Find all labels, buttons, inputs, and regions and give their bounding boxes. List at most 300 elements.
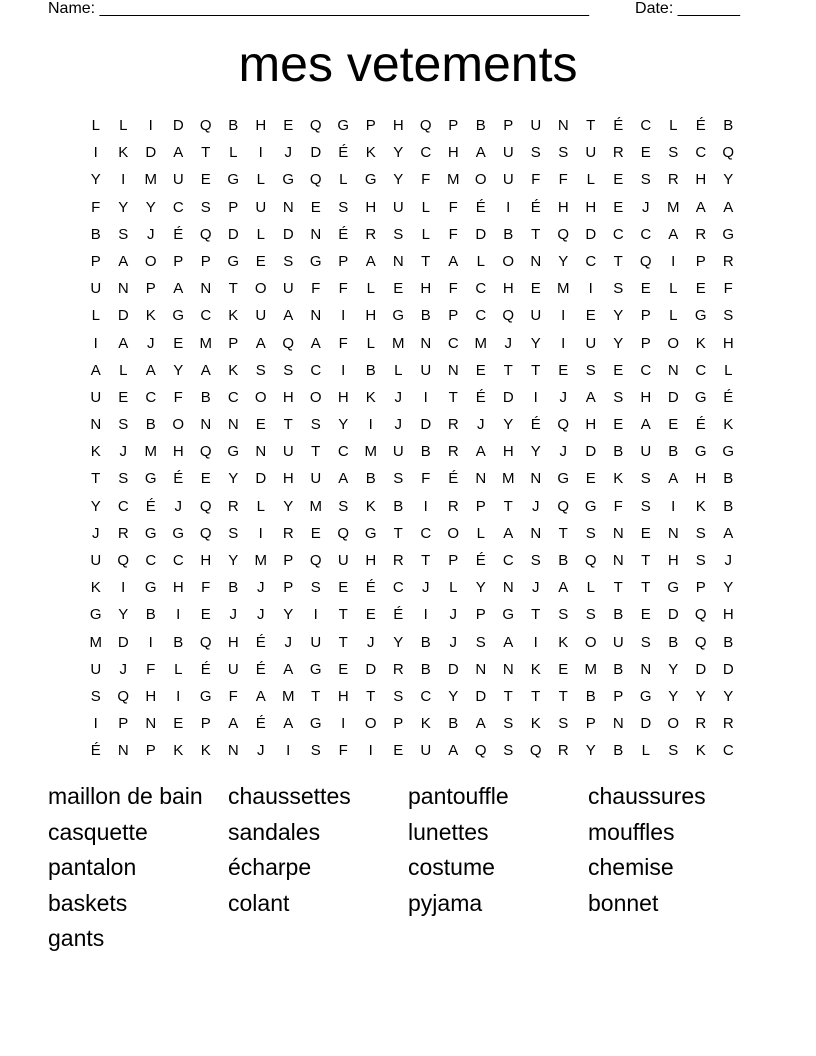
- grid-letter: D: [145, 144, 157, 162]
- grid-letter: S: [723, 307, 734, 325]
- grid-letter: A: [90, 361, 101, 379]
- grid-letter: G: [89, 606, 102, 624]
- grid-letter: J: [257, 606, 265, 624]
- grid-letter: L: [91, 307, 100, 325]
- grid-letter: C: [145, 388, 157, 406]
- grid-row: [82, 629, 742, 656]
- grid-letter: B: [365, 470, 376, 488]
- grid-letter: Q: [694, 606, 707, 624]
- grid-letter: U: [90, 388, 102, 406]
- grid-letter: S: [475, 633, 486, 651]
- grid-letter: B: [558, 552, 569, 569]
- grid-letter: P: [448, 552, 459, 569]
- grid-letter: E: [200, 470, 211, 488]
- grid-letter: T: [531, 225, 541, 243]
- grid-letter: É: [530, 416, 541, 434]
- grid-letter: O: [667, 715, 680, 733]
- grid-letter: B: [723, 470, 734, 488]
- grid-letter: E: [613, 171, 624, 189]
- grid-letter: I: [561, 334, 566, 352]
- grid-letter: M: [584, 660, 597, 678]
- grid-letter: Q: [199, 524, 212, 542]
- grid-letter: F: [723, 280, 733, 298]
- grid-letter: G: [667, 579, 680, 597]
- grid-letter: É: [530, 198, 541, 216]
- grid-letter: L: [421, 198, 430, 216]
- grid-letter: S: [310, 416, 321, 434]
- grid-row: [82, 438, 742, 465]
- grid-letter: T: [558, 524, 568, 542]
- grid-letter: G: [227, 252, 240, 270]
- word-bank-item: chaussures: [588, 783, 706, 809]
- grid-letter: H: [695, 171, 707, 189]
- grid-letter: G: [144, 524, 157, 542]
- grid-letter: H: [502, 443, 514, 461]
- grid-letter: J: [449, 633, 457, 651]
- grid-letter: U: [392, 443, 404, 461]
- word-bank-item: maillon de bain: [48, 783, 203, 809]
- grid-letter: M: [144, 443, 157, 461]
- grid-letter: Y: [393, 144, 404, 162]
- grid-letter: P: [200, 252, 211, 270]
- grid-letter: G: [172, 307, 185, 325]
- grid-letter: S: [118, 416, 129, 434]
- grid-letter: M: [309, 497, 322, 515]
- grid-letter: G: [144, 579, 157, 597]
- grid-letter: B: [613, 443, 624, 461]
- grid-letter: S: [668, 742, 679, 760]
- grid-letter: Y: [448, 687, 459, 705]
- grid-letter: C: [447, 334, 459, 352]
- grid-letter: P: [585, 715, 596, 733]
- grid-letter: G: [694, 388, 707, 406]
- grid-letter: É: [365, 579, 376, 597]
- grid-letter: H: [337, 388, 349, 406]
- grid-letter: N: [557, 117, 569, 134]
- grid-letter: I: [506, 198, 511, 216]
- grid-letter: E: [200, 606, 211, 624]
- grid-letter: G: [722, 225, 735, 243]
- grid-letter: E: [585, 470, 596, 488]
- grid-letter: Y: [613, 307, 624, 325]
- grid-letter: N: [282, 198, 294, 216]
- grid-letter: H: [172, 443, 184, 461]
- grid-letter: U: [282, 280, 294, 298]
- grid-letter: Y: [668, 687, 679, 705]
- grid-letter: Y: [530, 443, 541, 461]
- grid-letter: N: [612, 524, 624, 542]
- grid-letter: A: [668, 225, 679, 243]
- grid-letter: G: [199, 687, 212, 705]
- grid-letter: S: [90, 687, 101, 705]
- grid-row: [82, 547, 742, 574]
- grid-letter: É: [393, 606, 404, 624]
- grid-letter: P: [613, 687, 624, 705]
- grid-letter: G: [502, 606, 515, 624]
- grid-letter: J: [559, 443, 567, 461]
- grid-letter: L: [724, 361, 733, 379]
- grid-letter: B: [228, 579, 239, 597]
- grid-letter: Q: [419, 117, 432, 134]
- word-bank-item: sandales: [228, 818, 321, 845]
- grid-letter: C: [172, 198, 184, 216]
- grid-letter: B: [613, 742, 624, 760]
- grid-letter: I: [423, 606, 428, 624]
- word-bank-item: bonnet: [588, 889, 659, 916]
- grid-letter: C: [475, 280, 487, 298]
- grid-letter: Y: [118, 198, 129, 216]
- grid-letter: E: [613, 361, 624, 379]
- grid-letter: A: [448, 742, 459, 760]
- grid-letter: É: [695, 117, 706, 134]
- grid-letter: S: [283, 361, 294, 379]
- grid-letter: U: [612, 633, 624, 651]
- grid-letter: T: [531, 361, 541, 379]
- grid-letter: Q: [199, 633, 212, 651]
- grid-letter: S: [228, 524, 239, 542]
- grid-letter: D: [475, 687, 487, 705]
- grid-letter: I: [341, 361, 346, 379]
- grid-letter: H: [365, 198, 377, 216]
- grid-letter: A: [173, 144, 184, 162]
- grid-letter: A: [640, 416, 651, 434]
- grid-letter: S: [255, 361, 266, 379]
- grid-letter: S: [640, 633, 651, 651]
- grid-letter: J: [477, 416, 485, 434]
- grid-letter: Y: [613, 334, 624, 352]
- grid-letter: N: [200, 416, 212, 434]
- grid-letter: N: [640, 660, 652, 678]
- grid-letter: O: [172, 416, 185, 434]
- grid-letter: F: [448, 280, 458, 298]
- word-bank-item: pantouffle: [408, 783, 509, 809]
- grid-letter: K: [228, 361, 239, 379]
- grid-letter: N: [392, 252, 404, 270]
- grid-letter: A: [283, 660, 294, 678]
- grid-letter: D: [585, 443, 597, 461]
- grid-letter: I: [121, 171, 126, 189]
- grid-letter: F: [558, 171, 568, 189]
- grid-letter: A: [255, 687, 266, 705]
- grid-letter: G: [337, 117, 350, 134]
- grid-letter: F: [146, 660, 156, 678]
- grid-letter: A: [200, 361, 211, 379]
- grid-letter: N: [255, 443, 267, 461]
- grid-letter: S: [118, 225, 129, 243]
- grid-letter: Q: [117, 687, 130, 705]
- grid-letter: S: [338, 497, 349, 515]
- grid-letter: R: [447, 497, 459, 515]
- grid-letter: Q: [502, 307, 515, 325]
- grid-letter: K: [695, 334, 706, 352]
- grid-letter: I: [671, 497, 676, 515]
- grid-letter: G: [694, 443, 707, 461]
- grid-letter: M: [282, 687, 295, 705]
- grid-letter: Q: [309, 552, 322, 569]
- grid-letter: U: [90, 552, 102, 569]
- grid-letter: B: [420, 307, 431, 325]
- grid-letter: P: [90, 252, 101, 270]
- grid-letter: R: [695, 225, 707, 243]
- grid-letter: N: [200, 280, 212, 298]
- grid-letter: J: [147, 225, 155, 243]
- grid-letter: J: [284, 633, 292, 651]
- grid-letter: B: [393, 497, 404, 515]
- grid-letter: U: [255, 307, 267, 325]
- grid-row: [82, 737, 742, 764]
- grid-letter: G: [694, 307, 707, 325]
- header-line: [48, 0, 740, 20]
- grid-letter: N: [502, 660, 514, 678]
- grid-letter: R: [667, 171, 679, 189]
- grid-letter: E: [173, 715, 184, 733]
- grid-letter: B: [503, 225, 514, 243]
- grid-letter: H: [145, 687, 157, 705]
- grid-letter: S: [118, 470, 129, 488]
- grid-letter: P: [695, 579, 706, 597]
- grid-letter: S: [585, 524, 596, 542]
- grid-letter: E: [118, 388, 129, 406]
- grid-letter: P: [448, 117, 459, 134]
- grid-letter: C: [172, 552, 184, 569]
- grid-letter: C: [640, 225, 652, 243]
- grid-letter: C: [585, 252, 597, 270]
- grid-letter: J: [532, 497, 540, 515]
- grid-letter: D: [420, 416, 432, 434]
- grid-letter: M: [392, 334, 405, 352]
- grid-letter: P: [228, 198, 239, 216]
- grid-letter: S: [640, 470, 651, 488]
- grid-letter: J: [119, 443, 127, 461]
- grid-letter: P: [640, 307, 651, 325]
- grid-letter: É: [475, 198, 486, 216]
- grid-letter: K: [90, 579, 101, 597]
- grid-letter: U: [502, 144, 514, 162]
- word-bank-item: baskets: [48, 889, 128, 916]
- grid-letter: G: [584, 497, 597, 515]
- grid-letter: D: [667, 388, 679, 406]
- grid-letter: F: [338, 280, 348, 298]
- grid-letter: D: [640, 715, 652, 733]
- grid-letter: T: [448, 388, 458, 406]
- grid-letter: F: [173, 388, 183, 406]
- grid-letter: Q: [584, 552, 597, 569]
- grid-letter: H: [502, 280, 514, 298]
- grid-letter: O: [502, 252, 515, 270]
- word-bank: [48, 780, 768, 958]
- grid-letter: Q: [694, 633, 707, 651]
- grid-row: [82, 248, 742, 275]
- grid-letter: B: [723, 117, 734, 134]
- grid-letter: E: [393, 280, 404, 298]
- grid-letter: C: [695, 361, 707, 379]
- grid-letter: E: [668, 416, 679, 434]
- grid-letter: Y: [393, 633, 404, 651]
- grid-letter: G: [309, 252, 322, 270]
- grid-letter: G: [364, 524, 377, 542]
- grid-letter: I: [258, 144, 263, 162]
- word-bank-item: gants: [48, 925, 105, 951]
- grid-letter: K: [118, 144, 129, 162]
- grid-letter: N: [530, 252, 542, 270]
- grid-letter: T: [586, 117, 596, 134]
- grid-letter: L: [91, 117, 100, 134]
- grid-letter: É: [475, 552, 486, 569]
- grid-letter: B: [365, 361, 376, 379]
- grid-letter: J: [257, 742, 265, 760]
- grid-letter: A: [668, 470, 679, 488]
- grid-letter: S: [200, 198, 211, 216]
- grid-letter: N: [447, 361, 459, 379]
- grid-letter: F: [613, 497, 623, 515]
- grid-letter: S: [503, 742, 514, 760]
- grid-letter: M: [667, 198, 680, 216]
- grid-letter: H: [420, 280, 432, 298]
- grid-letter: R: [365, 225, 377, 243]
- grid-letter: K: [695, 742, 706, 760]
- grid-letter: L: [669, 280, 678, 298]
- grid-letter: B: [420, 443, 431, 461]
- grid-letter: Q: [639, 252, 652, 270]
- grid-letter: P: [448, 307, 459, 325]
- grid-letter: Q: [199, 443, 212, 461]
- grid-letter: S: [530, 144, 541, 162]
- grid-letter: Y: [173, 361, 184, 379]
- grid-letter: Q: [337, 524, 350, 542]
- grid-letter: E: [695, 280, 706, 298]
- grid-row: [82, 330, 742, 357]
- grid-letter: L: [256, 171, 265, 189]
- grid-letter: U: [310, 470, 322, 488]
- grid-letter: I: [148, 633, 153, 651]
- grid-letter: O: [364, 715, 377, 733]
- word-bank-item: costume: [408, 854, 495, 880]
- grid-letter: J: [394, 416, 402, 434]
- grid-letter: E: [475, 361, 486, 379]
- grid-letter: G: [364, 171, 377, 189]
- grid-letter: S: [640, 497, 651, 515]
- grid-letter: T: [421, 252, 431, 270]
- grid-letter: I: [533, 388, 538, 406]
- grid-letter: L: [119, 117, 128, 134]
- grid-letter: U: [227, 660, 239, 678]
- grid-letter: I: [93, 334, 98, 352]
- grid-letter: A: [118, 252, 129, 270]
- grid-letter: L: [669, 307, 678, 325]
- grid-letter: B: [668, 443, 679, 461]
- grid-letter: A: [723, 198, 734, 216]
- grid-letter: H: [365, 552, 377, 569]
- grid-letter: G: [282, 171, 295, 189]
- grid-row: [82, 302, 742, 329]
- grid-letter: T: [531, 687, 541, 705]
- grid-letter: O: [254, 388, 267, 406]
- grid-letter: E: [338, 660, 349, 678]
- grid-letter: B: [200, 388, 211, 406]
- grid-letter: E: [585, 307, 596, 325]
- grid-letter: Y: [118, 606, 129, 624]
- grid-letter: C: [337, 443, 349, 461]
- grid-letter: K: [228, 307, 239, 325]
- grid-letter: D: [310, 144, 322, 162]
- grid-letter: H: [557, 198, 569, 216]
- grid-letter: I: [341, 715, 346, 733]
- grid-letter: N: [90, 416, 102, 434]
- grid-letter: M: [502, 470, 515, 488]
- grid-letter: L: [366, 280, 375, 298]
- grid-letter: Y: [723, 579, 734, 597]
- grid-letter: R: [227, 497, 239, 515]
- grid-letter: J: [559, 388, 567, 406]
- grid-letter: L: [421, 225, 430, 243]
- grid-letter: K: [145, 307, 156, 325]
- name-field-label: Name: _______________________________________________________: [48, 0, 589, 17]
- grid-letter: U: [392, 198, 404, 216]
- grid-letter: S: [668, 144, 679, 162]
- grid-letter: Q: [117, 552, 130, 569]
- grid-row: [82, 465, 742, 492]
- grid-letter: L: [119, 361, 128, 379]
- grid-letter: C: [392, 579, 404, 597]
- grid-letter: A: [448, 252, 459, 270]
- word-bank-item: chaussettes: [228, 783, 351, 809]
- grid-letter: N: [310, 225, 322, 243]
- grid-letter: I: [93, 715, 98, 733]
- grid-letter: S: [310, 742, 321, 760]
- grid-letter: H: [447, 144, 459, 162]
- grid-letter: L: [339, 171, 348, 189]
- grid-letter: Y: [228, 552, 239, 569]
- grid-letter: P: [200, 715, 211, 733]
- grid-row: [82, 357, 742, 384]
- grid-letter: N: [667, 524, 679, 542]
- grid-letter: U: [282, 443, 294, 461]
- grid-letter: T: [558, 687, 568, 705]
- grid-letter: H: [667, 552, 679, 569]
- grid-letter: H: [227, 633, 239, 651]
- grid-letter: C: [117, 497, 129, 515]
- grid-letter: D: [172, 117, 184, 134]
- grid-letter: E: [640, 524, 651, 542]
- grid-letter: Q: [557, 225, 570, 243]
- grid-letter: B: [613, 660, 624, 678]
- grid-letter: L: [641, 742, 650, 760]
- grid-letter: K: [365, 388, 376, 406]
- grid-letter: T: [641, 579, 651, 597]
- grid-letter: L: [449, 579, 458, 597]
- grid-letter: F: [91, 198, 101, 216]
- grid-letter: O: [144, 252, 157, 270]
- grid-letter: Y: [695, 687, 706, 705]
- grid-letter: R: [117, 524, 129, 542]
- grid-letter: Q: [199, 497, 212, 515]
- grid-letter: D: [227, 225, 239, 243]
- grid-letter: E: [530, 280, 541, 298]
- grid-letter: L: [366, 334, 375, 352]
- grid-letter: É: [173, 225, 184, 243]
- grid-letter: D: [282, 225, 294, 243]
- grid-letter: G: [144, 470, 157, 488]
- grid-letter: S: [393, 225, 404, 243]
- grid-letter: I: [423, 388, 428, 406]
- grid-letter: T: [531, 606, 541, 624]
- grid-letter: I: [313, 606, 318, 624]
- grid-letter: I: [176, 606, 181, 624]
- grid-row: [82, 493, 742, 520]
- grid-letter: T: [641, 552, 651, 569]
- grid-letter: E: [310, 524, 321, 542]
- grid-letter: S: [613, 280, 624, 298]
